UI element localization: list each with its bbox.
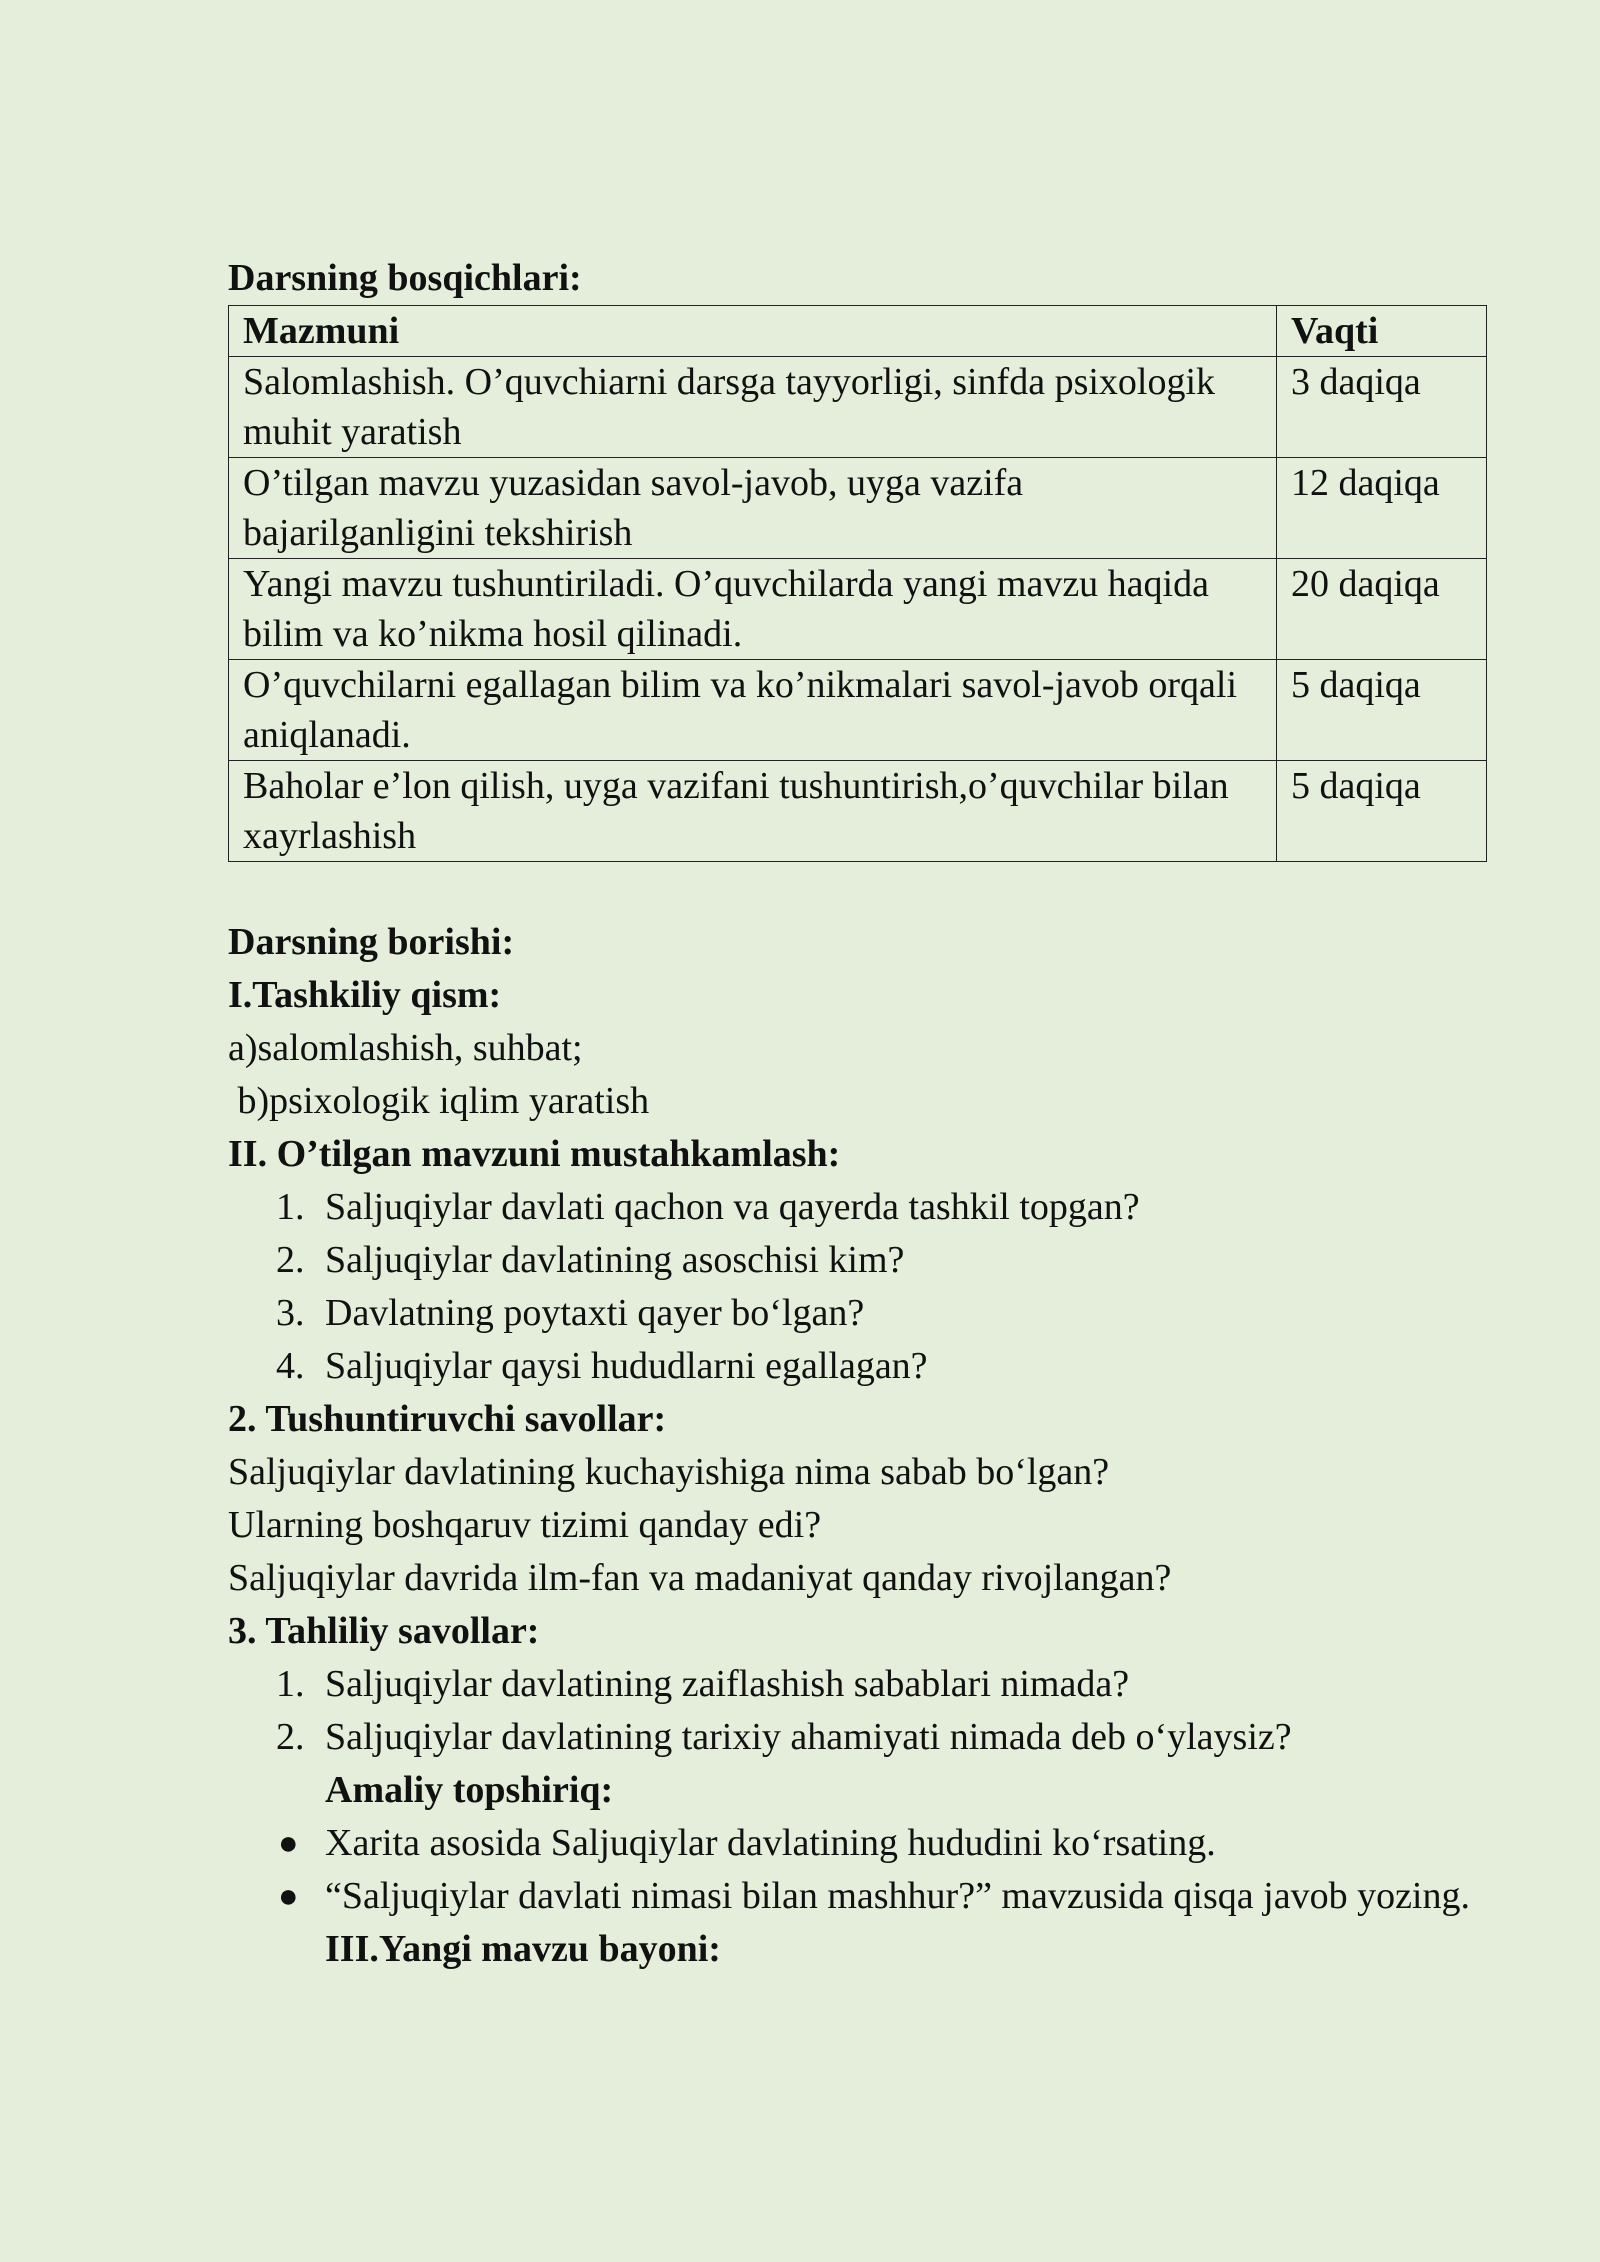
list-number: 2. xyxy=(276,1239,305,1281)
question-text: Saljuqiylar qaysi hududlarni egallagan? xyxy=(325,1345,928,1387)
list-item xyxy=(228,1181,1486,1234)
stage-time: 5 daqiqa xyxy=(1277,660,1487,761)
list-item xyxy=(228,1817,1486,1870)
practice-heading: Amaliy topshiriq: xyxy=(325,1769,614,1811)
list-number: 2. xyxy=(276,1716,305,1758)
explain-question: Saljuqiylar davrida ilm-fan va madaniyat qanday rivojlangan? xyxy=(228,1557,1172,1599)
list-item xyxy=(228,1658,1486,1711)
bullet-icon: ● xyxy=(278,1825,299,1862)
stage-time: 5 daqiqa xyxy=(1277,761,1487,862)
question-text: Saljuqiylar davlati qachon va qayerda tashkil topgan? xyxy=(325,1186,1140,1228)
table-header-row xyxy=(229,306,1487,357)
lesson-stages-table xyxy=(228,305,1487,862)
org-item: b)psixologik iqlim yaratish xyxy=(228,1080,650,1122)
stage-content: O’tilgan mavzu yuzasidan savol-javob, uyga vazifa bajarilganligini tekshirish xyxy=(229,458,1277,559)
lesson-progress-section xyxy=(228,916,1486,1976)
progress-heading: Darsning borishi: xyxy=(228,921,515,963)
list-number: 4. xyxy=(276,1345,305,1387)
table-row xyxy=(229,357,1487,458)
explain-heading: 2. Tushuntiruvchi savollar: xyxy=(228,1398,667,1440)
question-text: Saljuqiylar davlatining asoschisi kim? xyxy=(325,1239,905,1281)
stage-time: 3 daqiqa xyxy=(1277,357,1487,458)
practice-text: Xarita asosida Saljuqiylar davlatining hududini ko‘rsating. xyxy=(325,1822,1216,1864)
explain-question: Ularning boshqaruv tizimi qanday edi? xyxy=(228,1504,822,1546)
list-item xyxy=(228,1711,1486,1764)
org-item: a)salomlashish, suhbat; xyxy=(228,1027,583,1069)
table-row xyxy=(229,761,1487,862)
stage-content: Salomlashish. O’quvchiarni darsga tayyorligi, sinfda psixologik muhit yaratish xyxy=(229,357,1277,458)
question-text: Saljuqiylar davlatining zaiflashish sabablari nimada? xyxy=(325,1663,1130,1705)
stage-time: 20 daqiqa xyxy=(1277,559,1487,660)
column-header-time: Vaqti xyxy=(1277,306,1487,357)
stage-content: Yangi mavzu tushuntiriladi. O’quvchilarda yangi mavzu haqida bilim va ko’nikma hosil qilinadi. xyxy=(229,559,1277,660)
table-row xyxy=(229,458,1487,559)
list-number: 1. xyxy=(276,1186,305,1228)
stages-heading: Darsning bosqichlari: xyxy=(228,257,582,299)
analysis-questions-list xyxy=(228,1658,1486,1764)
list-item xyxy=(228,1870,1486,1923)
column-header-content: Mazmuni xyxy=(229,306,1277,357)
practice-list xyxy=(228,1817,1486,1923)
stage-content: O’quvchilarni egallagan bilim va ko’nikmalari savol-javob orqali aniqlanadi. xyxy=(229,660,1277,761)
question-text: Davlatning poytaxti qayer bo‘lgan? xyxy=(325,1292,865,1334)
analysis-heading: 3. Tahliliy savollar: xyxy=(228,1610,540,1652)
list-item xyxy=(228,1234,1486,1287)
explain-question: Saljuqiylar davlatining kuchayishiga nima sabab bo‘lgan? xyxy=(228,1451,1110,1493)
list-item xyxy=(228,1340,1486,1393)
new-topic-heading: III.Yangi mavzu bayoni: xyxy=(325,1928,721,1970)
list-number: 3. xyxy=(276,1292,305,1334)
stage-content: Baholar e’lon qilish, uyga vazifani tushuntirish,o’quvchilar bilan xayrlashish xyxy=(229,761,1277,862)
document-page xyxy=(228,252,1486,1976)
practice-text: “Saljuqiylar davlati nimasi bilan mashhur?” mavzusida qisqa javob yozing. xyxy=(325,1875,1470,1917)
bullet-icon: ● xyxy=(278,1878,299,1915)
stage-time: 12 daqiqa xyxy=(1277,458,1487,559)
table-row xyxy=(229,559,1487,660)
table-row xyxy=(229,660,1487,761)
list-number: 1. xyxy=(276,1663,305,1705)
review-heading: II. O’tilgan mavzuni mustahkamlash: xyxy=(228,1133,841,1175)
list-item xyxy=(228,1287,1486,1340)
review-questions-list xyxy=(228,1181,1486,1393)
question-text: Saljuqiylar davlatining tarixiy ahamiyati nimada deb o‘ylaysiz? xyxy=(325,1716,1292,1758)
org-heading: I.Tashkiliy qism: xyxy=(228,974,502,1016)
